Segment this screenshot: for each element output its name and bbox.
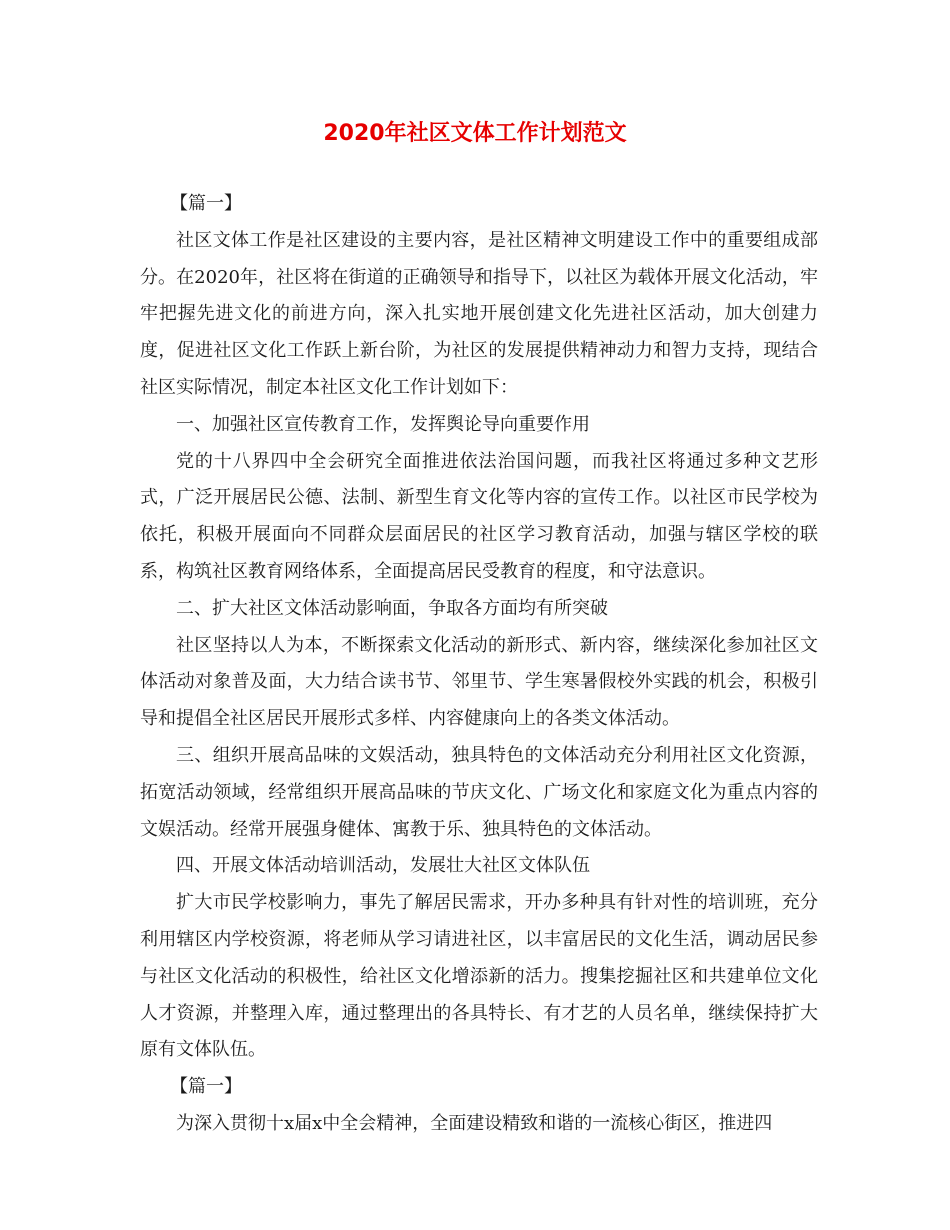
intro-paragraph: 社区文体工作是社区建设的主要内容，是社区精神文明建设工作中的重要组成部分。在2020年，社区将在街道的正确领导和指导下，以社区为载体开展文化活动，牢牢把握先进文化的前进方向，深入扎实地开展创建文化先进社区活动，加大创建力度，促进社区文化工作跃上新台阶，为社区的发展提供精神动力和智力支持，现结合社区实际情况，制定本社区文化工作计划如下： (140, 229, 818, 398)
item-heading: 二、扩大社区文体活动影响面，争取各方面均有所突破 (176, 597, 608, 619)
item-paragraph: 社区坚持以人为本，不断探索文化活动的新形式、新内容，继续深化参加社区文体活动对象普及面，大力结合读书节、邻里节、学生寒暑假校外实践的机会，积极引导和提倡全社区居民开展形式多样、内容健康向上的各类文体活动。 (140, 634, 818, 730)
item-paragraph: 三、组织开展高品味的文娱活动，独具特色的文体活动充分利用社区文化资源，拓宽活动领域，经常组织开展高品味的节庆文化、广场文化和家庭文化为重点内容的文娱活动。经常开展强身健体、寓教于乐、独具特色的文体活动。 (140, 744, 818, 840)
item-heading: 四、开展文体活动培训活动，发展壮大社区文体队伍 (176, 855, 590, 877)
document-body (140, 186, 818, 1143)
item-paragraph: 党的十八界四中全会研究全面推进依法治国问题，而我社区将通过多种文艺形式，广泛开展居民公德、法制、新型生育文化等内容的宣传工作。以社区市民学校为依托，积极开展面向不同群众层面居民的社区学习教育活动，加强与辖区学校的联系，构筑社区教育网络体系，全面提高居民受教育的程度，和守法意识。 (140, 450, 818, 582)
item-heading: 一、加强社区宣传教育工作，发挥舆论导向重要作用 (176, 413, 590, 435)
document-title: 2020年社区文体工作计划范文 (323, 121, 627, 146)
section-heading: 【篇一】 (170, 193, 242, 214)
section-2-paragraph: 为深入贯彻十x届x中全会精神，全面建设精致和谐的一流核心街区，推进四 (176, 1112, 773, 1134)
item-paragraph: 扩大市民学校影响力，事先了解居民需求，开办多种具有针对性的培训班，充分利用辖区内学校资源，将老师从学习请进社区，以丰富居民的文化生活，调动居民参与社区文化活动的积极性，给社区文化增添新的活力。搜集挖掘社区和共建单位文化人才资源，并整理入库，通过整理出的各具特长、有才艺的人员名单，继续保持扩大原有文体队伍。 (140, 892, 818, 1061)
section-heading: 【篇一】 (170, 1076, 242, 1098)
